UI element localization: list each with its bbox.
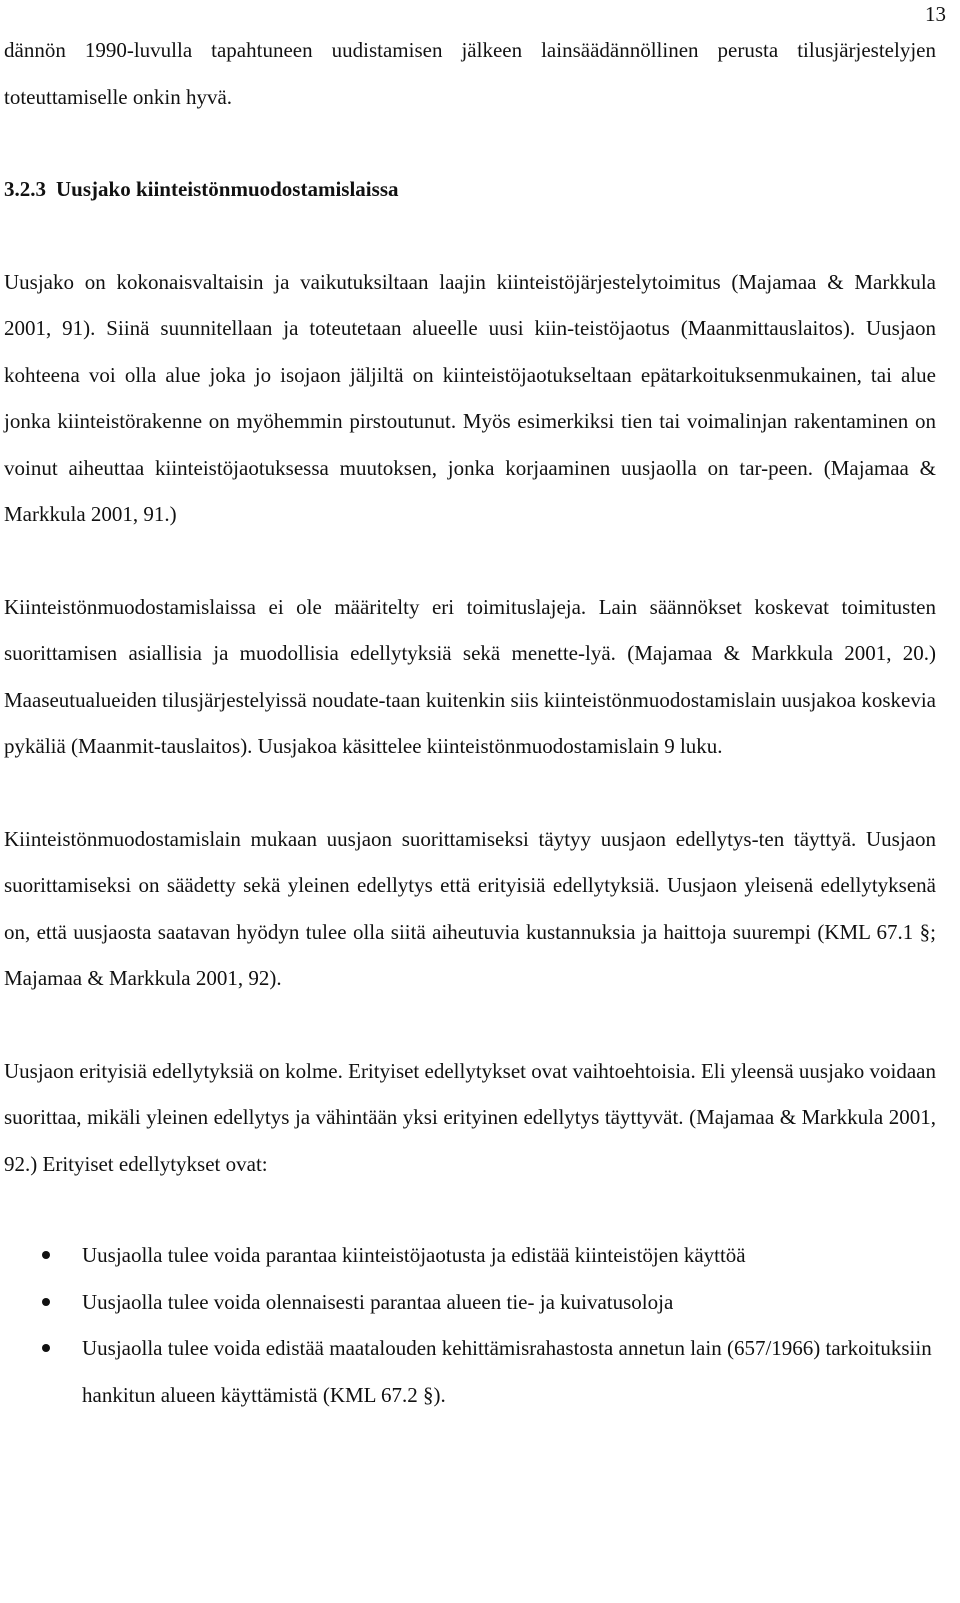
section-heading: [4, 166, 936, 213]
list-item: [4, 1232, 936, 1279]
section-number: 3.2.3: [4, 177, 46, 201]
bullet-icon: [42, 1344, 50, 1352]
paragraph-edellytykset: Kiinteistönmuodostamislain mukaan uusjaon suorittamiseksi täytyy uusjaon edellytys-ten täyttyä. Uusjaon suorittamiseksi on säädetty sekä yleinen edellytys että erityisiä edellytyksiä. Uusjaon yleisenä edellytyksenä on, että uusjaosta saatavan hyödyn tulee olla siitä aiheutuvia kustannuksia ja haittoja suurempi (KML 67.1 §; Majamaa & Markkula 2001, 92).: [4, 826, 936, 990]
page-number: 13: [925, 2, 946, 26]
paragraph-toimituslajit: Kiinteistönmuodostamislaissa ei ole määritelty eri toimituslajeja. Lain säännökset koskevat toimitusten suorittamisen asiallisia ja muodollisia edellytyksiä sekä menette-lyä. (Majamaa & Markkula 2001, 20.) Maaseutualueiden tilusjärjestelyissä noudate-taan kuitenkin siis kiinteistönmuodostamislain uusjakoa koskevia pykäliä (Maanmit-tauslaitos). Uusjakoa käsittelee kiinteistönmuodostamislain 9 luku.: [4, 594, 936, 758]
bullet-icon: [42, 1298, 50, 1306]
paragraph-uusjako-definition: Uusjako on kokonaisvaltaisin ja vaikutuksiltaan laajin kiinteistöjärjestelytoimitus (Majamaa & Markkula 2001, 91). Siinä suunnitellaan ja toteutetaan alueelle uusi kiin-teistöjaotus (Maanmittauslaitos). Uusjaon kohteena voi olla alue joka jo isojaon jäljiltä on kiinteistöjaotukseltaan epätarkoituksenmukainen, tai alue jonka kiinteistörakenne on myöhemmin pirstoutunut. Myös esimerkiksi tien tai voimalinjan rakentaminen on voinut aiheuttaa kiinteistöjaotuksessa muutoksen, jonka korjaaminen uusjaolla on tar-peen. (Majamaa & Markkula 2001, 91.): [4, 269, 936, 526]
document-body: [4, 27, 936, 1418]
list-item-text: Uusjaolla tulee voida parantaa kiinteistöjaotusta ja edistää kiinteistöjen käyttöä: [82, 1243, 746, 1267]
paragraph-erityiset-edellytykset: Uusjaon erityisiä edellytyksiä on kolme. Erityiset edellytykset ovat vaihtoehtoisia. Eli yleensä uusjako voidaan suorittaa, mikäli yleinen edellytys ja vähintään yksi erityinen edellytys täyttyvät. (Majamaa & Markkula 2001, 92.) Erityiset edellytykset ovat:: [4, 1058, 936, 1176]
bullet-icon: [42, 1251, 50, 1259]
list-item: [4, 1325, 936, 1418]
conditions-list: [4, 1232, 936, 1418]
list-item-text: Uusjaolla tulee voida olennaisesti parantaa alueen tie- ja kuivatusoloja: [82, 1289, 674, 1314]
paragraph-intro: dännön 1990-luvulla tapahtuneen uudistamisen jälkeen lainsäädännöllinen perusta tilusjärjestelyjen toteuttamiselle onkin hyvä.: [4, 38, 936, 109]
list-item-text: Uusjaolla tulee voida edistää maatalouden kehittämisrahastosta annetun lain (657/1966) tarkoituksiin hankitun alueen käyttämistä (KML 67.2 §).: [82, 1336, 932, 1407]
list-item: [4, 1279, 936, 1326]
section-title: Uusjako kiinteistönmuodostamislaissa: [56, 177, 399, 201]
